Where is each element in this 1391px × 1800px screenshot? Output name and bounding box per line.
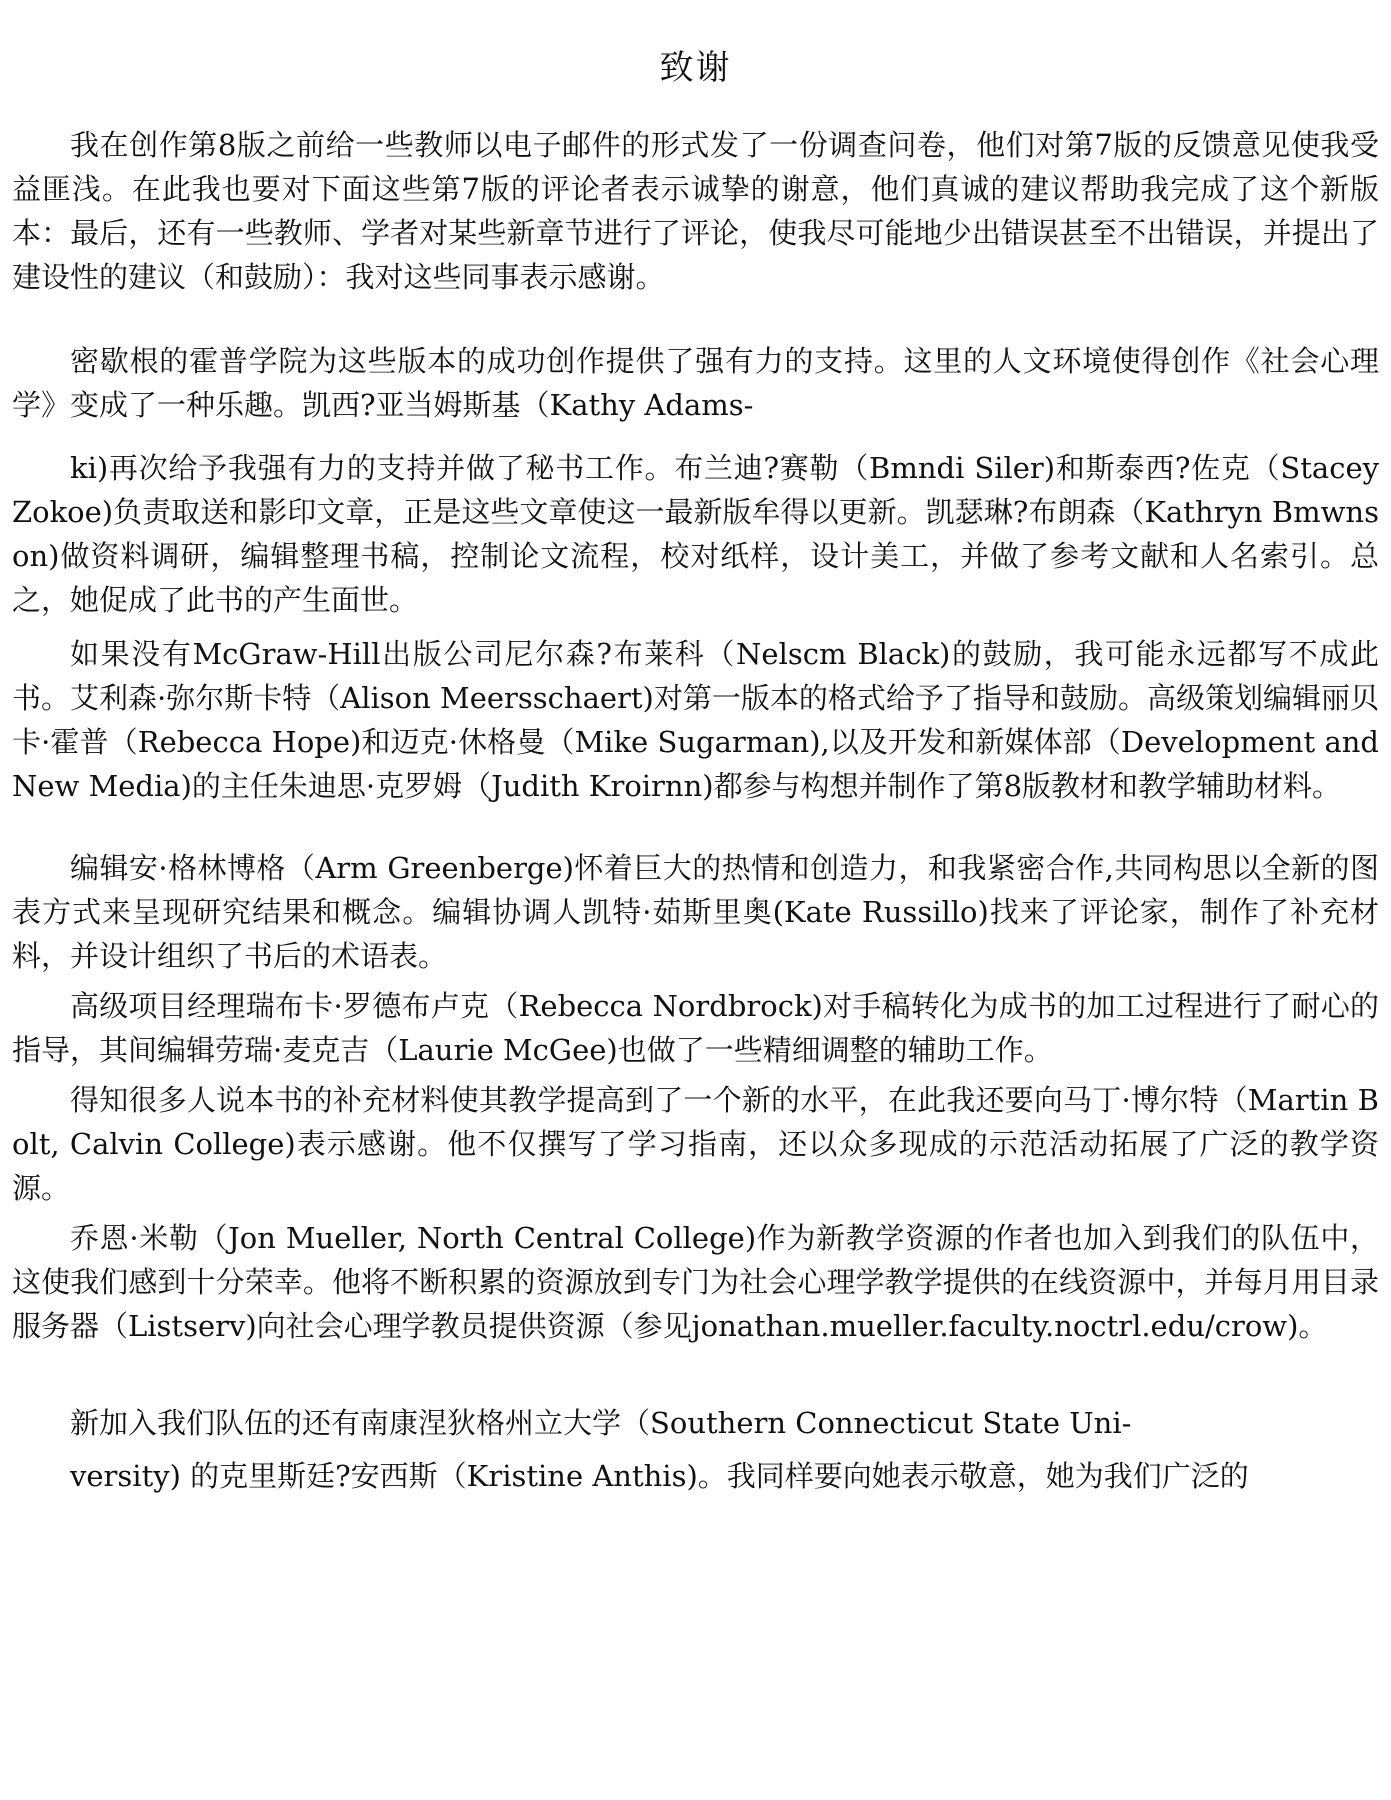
paragraph: 高级项目经理瑞布卡·罗德布卢克（Rebecca Nordbrock)对手稿转化为成书的加工过程进行了耐心的指导，其间编辑劳瑞·麦克吉（Laurie McGee)也做了一些精细调整的辅助工作。 (12, 989, 1379, 1067)
paragraph: 新加入我们队伍的还有南康涅狄格州立大学（Southern Connecticut State Uni- (70, 1406, 1132, 1440)
page-title: 致谢 (659, 48, 732, 88)
paragraph: versity) 的克里斯廷?安西斯（Kristine Anthis)。我同样要向她表示敬意，她为我们广泛的 (70, 1459, 1249, 1493)
paragraph: 我在创作第8版之前给一些教师以电子邮件的形式发了一份调查问卷，他们对第7版的反馈意见使我受益匪浅。在此我也要对下面这些第7版的评论者表示诚挚的谢意，他们真诚的建议帮助我完成了这个新版本：最后，还有一些教师、学者对某些新章节进行了评论，使我尽可能地少出错误甚至不出错误，并提出了建设性的建议（和鼓励）：我对这些同事表示感谢。 (12, 128, 1379, 294)
paragraph: 密歇根的霍普学院为这些版本的成功创作提供了强有力的支持。这里的人文环境使得创作《社会心理学》变成了一种乐趣。凯西?亚当姆斯基（Kathy Adams- (12, 344, 1379, 422)
paragraph: ki)再次给予我强有力的支持并做了秘书工作。布兰迪?赛勒（Bmndi Siler)和斯泰西?佐克（Stacey Zokoe)负责取送和影印文章，正是这些文章使这一最新版牟得以更新。凯瑟琳?布朗森（Kathryn Bmwnson)做资料调研，编辑整理书稿，控制论文流程，校对纸样，设计美工，并做了参考文献和人名索引。总之，她促成了此书的产生面世。 (12, 451, 1379, 617)
document-page (12, 0, 1379, 1800)
paragraph: 乔恩·米勒（Jon Mueller, North Central College)作为新教学资源的作者也加入到我们的队伍中，这使我们感到十分荣幸。他将不断积累的资源放到专门为社会心理学教学提供的在线资源中，并每月用目录服务器（Listserv)向社会心理学教员提供资源（参见jonathan.mueller.faculty.noctrl.edu/crow)。 (12, 1221, 1379, 1343)
paragraph: 如果没有McGraw-Hill出版公司尼尔森?布莱科（Nelscm Black)的鼓励，我可能永远都写不成此书。艾利森·弥尔斯卡特（Alison Meersschaert)对第一版本的格式给予了指导和鼓励。高级策划编辑丽贝卡·霍普（Rebecca Hope)和迈克·休格曼（Mike Sugarman),以及开发和新媒体部（Development and New Media)的主任朱迪思·克罗姆（Judith Kroirnn)都参与构想并制作了第8版教材和教学辅助材料。 (12, 637, 1379, 803)
paragraph: 编辑安·格林博格（Arm Greenberge)怀着巨大的热情和创造力，和我紧密合作,共同构思以全新的图表方式来呈现研究结果和概念。编辑协调人凯特·茹斯里奥(Kate Russillo)找来了评论家，制作了补充材料，并设计组织了书后的术语表。 (12, 851, 1379, 973)
paragraph: 得知很多人说本书的补充材料使其教学提高到了一个新的水平，在此我还要向马丁·博尔特（Martin Bolt, Calvin College)表示感谢。他不仅撰写了学习指南，还以众多现成的示范活动拓展了广泛的教学资源。 (12, 1083, 1379, 1205)
